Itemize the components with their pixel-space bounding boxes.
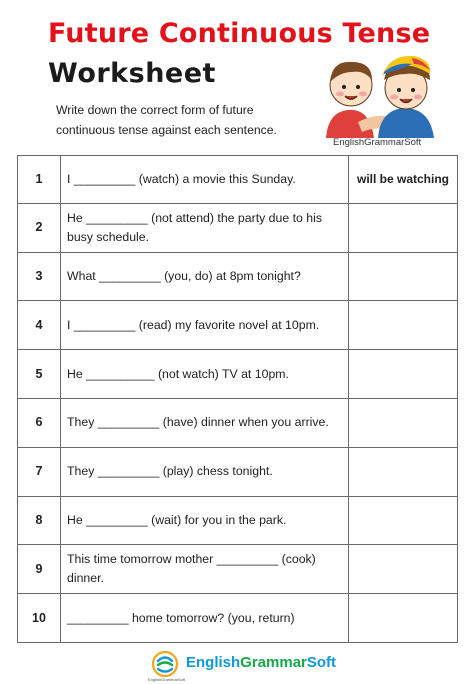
worksheet-title: Future Continuous Tense: [48, 18, 431, 49]
footer-brand: [186, 654, 336, 671]
question-sentence: What _________ (you, do) at 8pm tonight?: [61, 252, 349, 301]
answer-cell[interactable]: [349, 496, 458, 545]
question-number: 4: [18, 301, 61, 350]
table-row: [18, 203, 458, 252]
answer-cell[interactable]: [349, 447, 458, 496]
answer-cell[interactable]: will be watching: [349, 156, 458, 204]
table-row: [18, 252, 458, 301]
footer-brand-grammar: Grammar: [240, 654, 307, 671]
question-sentence: They _________ (play) chess tonight.: [61, 447, 349, 496]
table-row: [18, 545, 458, 594]
question-number: 7: [18, 447, 61, 496]
footer-logo-subtext: EnglishGrammarSoft: [148, 677, 186, 682]
question-sentence: This time tomorrow mother _________ (cook) dinner.: [61, 545, 349, 594]
question-number: 3: [18, 252, 61, 301]
answer-cell[interactable]: [349, 350, 458, 399]
question-sentence: I _________ (watch) a movie this Sunday.: [61, 156, 349, 204]
question-number: 5: [18, 350, 61, 399]
footer-brand-soft: Soft: [306, 654, 337, 671]
question-sentence: They _________ (have) dinner when you arrive.: [61, 398, 349, 447]
question-sentence: _________ home tomorrow? (you, return): [61, 594, 349, 643]
footer: [0, 648, 474, 682]
question-number: 9: [18, 545, 61, 594]
brand-caption: EnglishGrammarSoft: [333, 137, 422, 148]
question-sentence: I _________ (read) my favorite novel at 10pm.: [61, 301, 349, 350]
answer-cell[interactable]: [349, 252, 458, 301]
table-row: [18, 594, 458, 643]
worksheet-header: [0, 0, 474, 150]
answer-cell[interactable]: [349, 594, 458, 643]
question-number: 10: [18, 594, 61, 643]
exercise-table: [17, 155, 458, 643]
table-row: [18, 496, 458, 545]
kids-illustration-icon: [318, 52, 438, 138]
question-number: 1: [18, 156, 61, 204]
worksheet-subtitle: Worksheet: [48, 58, 216, 89]
table-row: [18, 350, 458, 399]
table-row: [18, 156, 458, 204]
instructions-text: Write down the correct form of future continuous tense against each sentence.: [56, 103, 277, 137]
table-row: [18, 447, 458, 496]
answer-cell[interactable]: [349, 301, 458, 350]
answer-cell[interactable]: [349, 545, 458, 594]
footer-brand-english: English: [186, 654, 241, 671]
question-number: 8: [18, 496, 61, 545]
answer-cell[interactable]: [349, 398, 458, 447]
table-row: [18, 301, 458, 350]
table-row: [18, 398, 458, 447]
answer-cell[interactable]: [349, 203, 458, 252]
question-number: 2: [18, 203, 61, 252]
question-sentence: He _________ (wait) for you in the park.: [61, 496, 349, 545]
question-number: 6: [18, 398, 61, 447]
question-sentence: He _________ (not attend) the party due to his busy schedule.: [61, 203, 349, 252]
question-sentence: He __________ (not watch) TV at 10pm.: [61, 350, 349, 399]
englishgrammarsoft-logo-icon: [151, 650, 179, 678]
